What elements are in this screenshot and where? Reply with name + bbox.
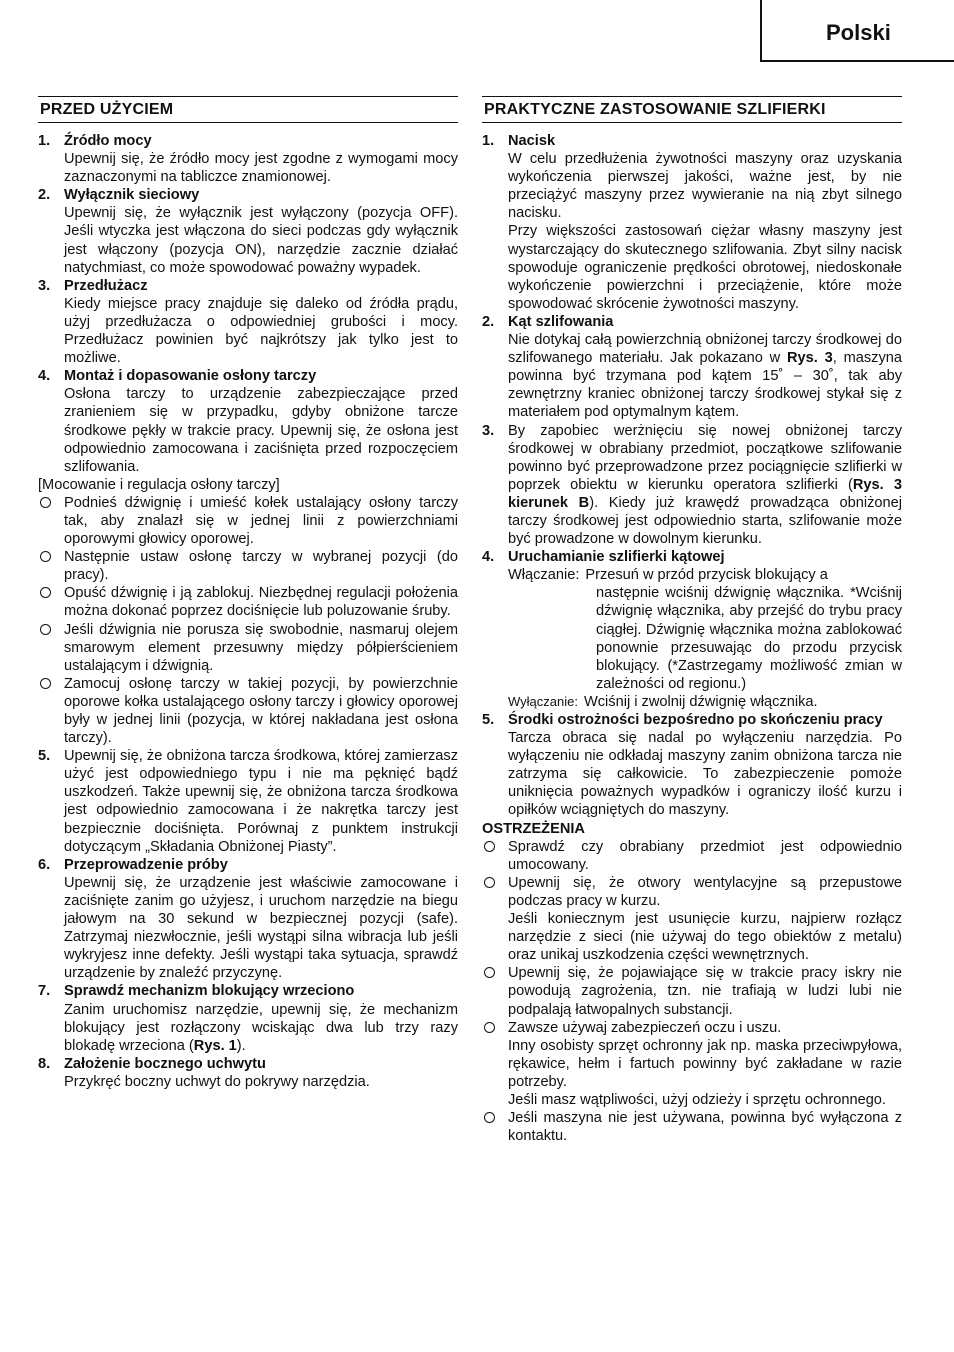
item-number: 8.: [38, 1055, 51, 1072]
text-segment: Nie dotykaj całą powierzchnią obniżonej tarczy środkowej do szlifowanego materiału. Jak pokazano w: [508, 332, 902, 367]
warning-item: [482, 964, 902, 1018]
item-text: Przy większości zastosowań ciężar własny maszyny jest wystarczający do skutecznego szlifowania. Zbyt silny nacisk spowoduje ograniczenie prędkości obrotowej, niedoskonałe wykończenie powierzchni i przeciążenie, które może spowodować skrócenie żywotności maszyny.: [508, 223, 902, 312]
warning-item: [482, 1109, 902, 1145]
item-text: [64, 1001, 458, 1055]
list-item: [38, 1055, 458, 1091]
item-text: Przykręć boczny uchwyt do pokrywy narzędzia.: [64, 1073, 370, 1090]
bullet-item: [38, 584, 458, 620]
bullet-item: [38, 621, 458, 675]
list-item: [482, 422, 902, 549]
text-segment: ).: [236, 1037, 246, 1054]
circle-bullet-icon: [484, 967, 495, 978]
item-title: Wyłącznik sieciowy: [64, 187, 200, 204]
switch-on-text: Przesuń w przód przycisk blokujący a: [585, 567, 828, 584]
warning-text: Jeśli maszyna nie jest używana, powinna być wyłączona z kontaktu.: [508, 1110, 902, 1145]
item-title: Uruchamianie szlifierki kątowej: [508, 549, 725, 566]
list-item: [38, 132, 458, 186]
item-title: Nacisk: [508, 133, 556, 149]
text-segment: By zapobiec werżnięciu się nowej obniżonej tarczy środkowej w obrabiany przedmiot, początkowe szlifowanie powinno być przeprowadzone przez pociągnięcie szlifierki w poprzek obiektu w kierunku operatora szlifierki (: [508, 422, 902, 493]
bullet-text: Zamocuj osłonę tarczy w takiej pozycji, by powierzchnie oporowe kołka ustalającego osłony tarczy i głowicy oporowej były w jednej linii (pozycja, w której nakładana jest osłona tarczy).: [64, 675, 458, 747]
switch-off-text: Wciśnij i zwolnij dźwignię włącznika.: [583, 693, 818, 710]
language-label: Polski: [826, 20, 891, 45]
item-number: 5.: [482, 712, 495, 728]
text-segment: ). Kiedy już krawędź prowadząca obniżonej tarczy środkowej jest odpowiednio starta, szlifowanie może być prowadzone w dowolnym kierunku.: [508, 494, 902, 548]
item-number: 6.: [38, 856, 51, 873]
section-heading-practical-use: PRAKTYCZNE ZASTOSOWANIE SZLIFIERKI: [482, 96, 902, 123]
warning-extra: Jeśli masz wątpliwości, użyj odzieży i sprzętu ochronnego.: [508, 1091, 886, 1108]
circle-bullet-icon: [40, 678, 51, 689]
circle-bullet-icon: [40, 587, 51, 598]
circle-bullet-icon: [484, 1112, 495, 1123]
bullet-text: Jeśli dźwignia nie porusza się swobodnie, nasmaruj olejem smarowym element przesuwny między półpierścieniem ustalającym i dźwignią.: [64, 621, 458, 674]
mount-label: [Mocowanie i regulacja osłony tarczy]: [38, 476, 280, 493]
item-number: 3.: [482, 422, 495, 439]
bullet-text: Opuść dźwignię i ją zablokuj. Niezbędnej regulacji położenia można dokonać poprzez dociśnięcie lub poluzowanie śruby.: [64, 585, 458, 620]
item-title: Przedłużacz: [64, 277, 148, 294]
item-text: Upewnij się, że obniżona tarcza środkowa, której zamierzasz użyć jest odpowiedniego typu i nie ma pęknięć bądź uszkodzeń. Także upewnij się, że obniżona tarcza środkowa jest odpowiednio zamocowana i że nakrętka tarczy jest bezpiecznie dociśnięta. Porównaj z punktem instrukcji dotyczącym „Składania Obniżonej Piasty”.: [64, 748, 458, 855]
item-number: 2.: [482, 313, 495, 330]
item-title: Źródło mocy: [64, 133, 152, 149]
item-text: Osłona tarczy to urządzenie zabezpieczające przed zranieniem się w przypadku, gdyby obniżone tarcze środkowe pękły w trakcie pracy. Upewnij się, że osłona jest odpowiednio zamocowana i zaciśnięta przed rozpoczęciem szlifowania.: [64, 386, 458, 475]
warning-item: [482, 1019, 902, 1109]
warning-extra: Jeśli koniecznym jest usunięcie kurzu, najpierw rozłącz narzędzie z sieci (nie używaj do tego obiektów z metalu) oraz unikaj uszkodzenia części wewnętrznych.: [508, 911, 902, 964]
switch-on-label: Włączanie:: [508, 567, 580, 584]
list-item: [38, 367, 458, 476]
list-item: [38, 747, 458, 856]
warning-text: Sprawdź czy obrabiany przedmiot jest odpowiednio umocowany.: [508, 838, 902, 873]
list-item: [38, 856, 458, 983]
item-title: Montaż i dopasowanie osłony tarczy: [64, 368, 317, 385]
language-tab: [760, 0, 954, 62]
item-title: Założenie bocznego uchwytu: [64, 1055, 266, 1072]
list-item: [38, 982, 458, 1054]
item-number: 3.: [38, 277, 51, 294]
warning-text: Upewnij się, że otwory wentylacyjne są przepustowe podczas pracy w kurzu.: [508, 874, 902, 909]
bullet-item: [38, 548, 458, 584]
list-item: [38, 277, 458, 367]
item-text: [508, 331, 902, 421]
item-text: Upewnij się, że źródło mocy jest zgodne z wymogami mocy zaznaczonymi na tabliczce znamionowej.: [64, 151, 458, 186]
item-number: 5.: [38, 748, 51, 765]
list-item: [482, 313, 902, 422]
item-number: 4.: [482, 549, 495, 566]
item-title: Sprawdź mechanizm blokujący wrzeciono: [64, 983, 355, 1000]
right-column: [482, 96, 902, 1145]
warning-extra: Inny osobisty sprzęt ochronny jak np. maska przeciwpyłowa, rękawice, hełm i fartuch powinny być zakładane w razie potrzeby.: [508, 1037, 902, 1090]
item-title: Przeprowadzenie próby: [64, 856, 228, 873]
item-text: Upewnij się, że wyłącznik jest wyłączony (pozycja OFF). Jeśli wtyczka jest włączona do sieci podczas gdy wyłącznik jest włączony (pozycja ON), narzędzie zacznie działać natychmiast, co może spowodować poważny wypadek.: [64, 205, 458, 276]
figure-ref: Rys. 3 kierunek B: [508, 476, 902, 511]
item-title: Środki ostrożności bezpośredno po skończeniu pracy: [508, 712, 883, 728]
warning-text: Zawsze używaj zabezpieczeń oczu i uszu.: [508, 1019, 782, 1036]
item-text: Kiedy miejsce pracy znajduje się daleko od źródła prądu, użyj przedłużacza o odpowiedniej grubości i mocy. Przedłużacz powinien być najkrótszy jak tylko jest to możliwe.: [64, 295, 458, 367]
bullet-text: Podnieś dźwignię i umieść kołek ustalający osłony tarczy tak, aby znalazł się w jednej linii z powierzchniami oporowymi głowicy oporowej.: [64, 494, 458, 548]
item-number: 4.: [38, 368, 51, 385]
figure-ref: Rys. 1: [193, 1037, 237, 1054]
left-column: [38, 96, 458, 1091]
item-text: Tarcza obraca się nadal po wyłączeniu narzędzia. Po wyłączeniu nie odkładaj maszyny zanim obniżona tarcza nie zatrzyma się całkowicie. To zabezpieczenie pomoże uniknięcia poważnych wypadków i ograniczy ilość kurzu i opiłków wciągniętych do maszyny.: [508, 730, 902, 819]
list-item: [38, 186, 458, 276]
warning-text: Upewnij się, że pojawiające się w trakcie pracy iskry nie powodują zagrożenia, tzn. nie trafiają w ludzi lubi nie podpalają łatwopalnych substancji.: [508, 965, 902, 1018]
switch-off-label: Wyłączanie:: [508, 693, 578, 709]
item-text: W celu przedłużenia żywotności maszyny oraz uzyskania wykończenia pierwszej jakości, ważne jest, by nie przeciążyć maszyny przez wywieranie na nią zbyt silnego nacisku.: [508, 151, 902, 222]
item-number: 2.: [38, 187, 51, 204]
section-heading-before-use: PRZED UŻYCIEM: [38, 96, 458, 123]
item-number: 7.: [38, 983, 51, 1000]
warnings-heading: OSTRZEŻENIA: [482, 820, 585, 837]
circle-bullet-icon: [484, 1022, 495, 1033]
list-item: [482, 548, 902, 711]
text-segment: Zanim uruchomisz narzędzie, upewnij się, że mechanizm blokujący jest rozłączony wciskając dwa lub trzy razy blokadę wrzeciona (: [64, 1001, 458, 1054]
item-text: [508, 422, 902, 549]
item-number: 1.: [38, 133, 51, 149]
text-segment: , maszyna powinna być trzymana pod kątem 15˚ – 30˚, tak aby zewnętrzny kraniec obniżonej tarczy środkowej stykał się z materiałem pod optymalnym kątem.: [508, 350, 903, 421]
list-item: [482, 132, 902, 313]
bullet-item: [38, 494, 458, 548]
item-number: 1.: [482, 133, 495, 149]
circle-bullet-icon: [484, 841, 495, 852]
switch-on-row: [508, 566, 902, 584]
switch-on-continued: następnie wciśnij dźwignię włącznika. *Wciśnij dźwignię włącznika, aby przejść do trybu pracy ciągłej. Dźwignię włącznika można zablokować ponownie przesuwając do przodu przycisk blokujący. (*Zastrzegamy możliwość zmian w zależności od regionu.): [596, 585, 902, 692]
item-text: Upewnij się, że urządzenie jest właściwie zamocowane i zaciśnięte zanim go użyjesz, i uruchom narzędzie na biegu jałowym na 30 sekund w bezpiecznej pozycji (safe). Zatrzymaj niezwłocznie, jeśli wystąpi silna wibracja lub jeśli wykryjesz inne defekty. Jeśli wystąpi taka sytuacja, sprawdź urządzenie by znaleźć przyczynę.: [64, 874, 458, 982]
bullet-text: Następnie ustaw osłonę tarczy w wybranej pozycji (do pracy).: [64, 549, 458, 584]
warning-item: [482, 874, 902, 964]
bullet-item: [38, 675, 458, 747]
figure-ref: Rys. 3: [787, 350, 833, 367]
switch-off-row: [508, 693, 902, 711]
circle-bullet-icon: [40, 497, 51, 508]
circle-bullet-icon: [40, 624, 51, 635]
circle-bullet-icon: [484, 877, 495, 888]
item-title: Kąt szlifowania: [508, 313, 614, 330]
circle-bullet-icon: [40, 551, 51, 562]
list-item: [482, 711, 902, 820]
warning-item: [482, 838, 902, 874]
